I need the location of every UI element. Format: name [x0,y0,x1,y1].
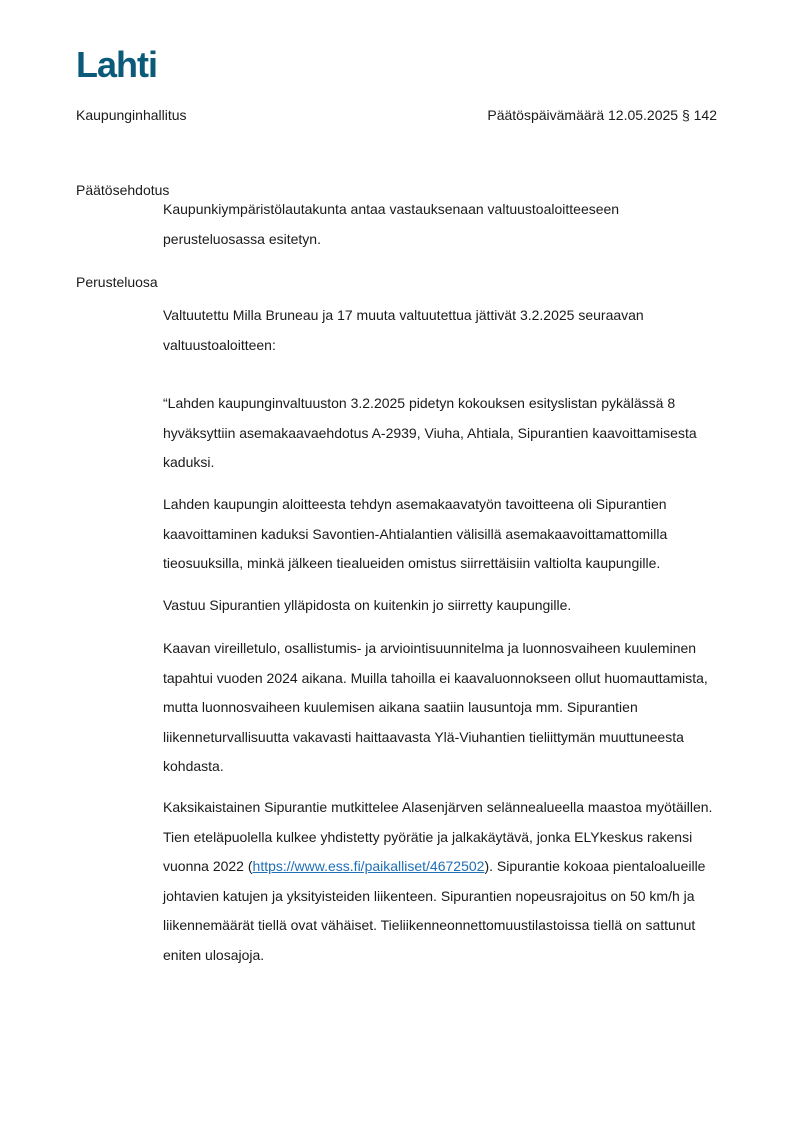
initiative-paragraph-3 [163,591,719,621]
paragraph-text: Lahden kaupungin aloitteesta tehdyn asemakaavatyön tavoitteena oli Sipurantien kaavoittaminen kaduksi Savontien-Ahtialantien välisillä asemakaavoittamattomilla tieosuuksilla, minkä jälkeen tiealueiden omistus siirrettäisiin valtiolta kaupungille. [163,496,668,571]
proposal-heading: Päätösehdotus [76,182,170,198]
paragraph-text [163,793,719,970]
paragraph-text: “Lahden kaupunginvaltuuston 3.2.2025 pidetyn kokouksen esityslistan pykälässä 8 hyväksyttiin asemakaavaehdotus A-2939, Viuha, Ahtiala, Sipurantien kaavoittamisesta kaduksi. [163,395,697,470]
paragraph-text: Kaavan vireilletulo, osallistumis- ja arviointisuunnitelma ja luonnosvaiheen kuuleminen tapahtui vuoden 2024 aikana. Muilla tahoilla ei kaavaluonnokseen ollut huomauttamista, mutta luonnosvaiheen kuulemisen aikana saatiin lausuntoja mm. Sipurantien liikenneturvallisuutta vakavasti haittaavasta Ylä-Viuhantien tieliittymän muuttuneesta kohdasta. [163,640,708,774]
organ-name: Kaupunginhallitus [76,107,187,123]
paragraph-text-before-link: Kaksikaistainen Sipurantie mutkittelee Alasenjärven selännealueella maastoa myötäillen. Tien eteläpuolella kulkee yhdistetty pyörätie ja jalkakäytävä, jonka ELYkeskus rakensi vuonna 2022 ( [163,799,713,874]
proposal-text: Kaupunkiympäristölautakunta antaa vastauksenaan valtuustoaloitteeseen perusteluosassa esitetyn. [163,201,620,247]
reasoning-intro: Valtuutettu Milla Bruneau ja 17 muuta valtuutettua jättivät 3.2.2025 seuraavan valtuustoaloitteen: [163,307,644,353]
proposal-text-block [163,195,719,254]
lahti-logo-text: Lahti [76,46,157,82]
decision-date-section: Päätöspäivämäärä 12.05.2025 § 142 [487,107,717,123]
ess-article-link[interactable]: https://www.ess.fi/paikalliset/4672502 [252,858,485,874]
paragraph-text: Vastuu Sipurantien ylläpidosta on kuitenkin jo siirretty kaupungille. [163,597,572,613]
lahti-logo-mark [76,46,166,82]
initiative-paragraph-4 [163,634,719,782]
initiative-paragraph-1 [163,389,719,478]
paragraph-text-after-link: ). Sipurantie kokoaa pientaloalueille johtavien katujen ja yksityisteiden liikenteen. Sipurantien nopeusrajoitus on 50 km/h ja liikennemäärät tiellä ovat vähäiset. Tieliikenneonnettomuustilastoissa tiellä on sattunut eniten ulosajoja. [163,858,706,963]
initiative-paragraph-2 [163,490,719,579]
reasoning-intro-block [163,301,719,360]
reasoning-heading: Perusteluosa [76,274,158,290]
initiative-paragraph-5 [163,793,719,970]
lahti-logo [76,46,166,82]
